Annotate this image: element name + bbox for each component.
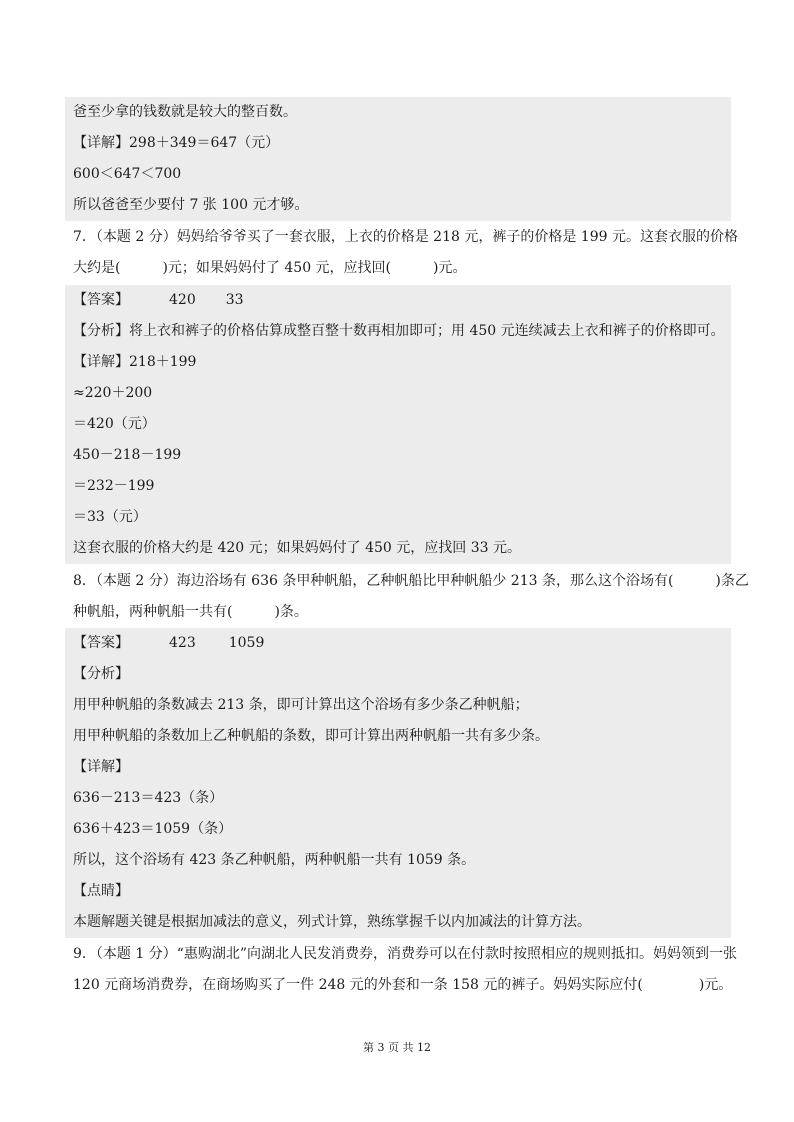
text-line: 所以爸爸至少要付 7 张 100 元才够。 — [65, 190, 731, 221]
question-8-line-2: 种帆船，两种帆船一共有( )条。 — [73, 604, 308, 620]
text-line: ≈220＋200 — [65, 378, 731, 409]
text-line: 450－218－199 — [65, 440, 731, 471]
text-line: 这套衣服的价格大约是 420 元；如果妈妈付了 450 元，应找回 33 元。 — [65, 533, 731, 564]
text-line: 本题解题关键是根据加减法的意义，列式计算，熟练掌握千以内加减法的计算方法。 — [65, 907, 731, 938]
answer-label: 【答案】 — [73, 635, 129, 651]
detail-label: 【详解】 — [65, 752, 731, 783]
question-7-line-1: 7．（本题 2 分）妈妈给爷爷买了一套衣服，上衣的价格是 218 元，裤子的价格是 199 元。这套衣服的价格 — [73, 229, 738, 245]
answer-value: 1059 — [228, 635, 265, 651]
text-line: 爸至少拿的钱数就是较大的整百数。 — [65, 97, 731, 128]
text-line: ＝33（元） — [65, 502, 731, 533]
text-line: 636－213＝423（条） — [65, 783, 731, 814]
text-line: 【详解】218＋199 — [65, 347, 731, 378]
answer-7 — [65, 285, 731, 316]
question-9-line-1: 9．（本题 1 分）“惠购湖北”向湖北人民发消费券，消费券可以在付款时按照相应的规则抵扣。妈妈领到一张 — [73, 946, 738, 962]
answer-label: 【答案】 — [73, 292, 129, 308]
answer-value: 33 — [225, 292, 244, 308]
question-9-line-2: 120 元商场消费券，在商场购买了一件 248 元的外套和一条 158 元的裤子。妈妈实际应付( )元。 — [73, 977, 733, 993]
question-8-line-1: 8．（本题 2 分）海边浴场有 636 条甲种帆船，乙种帆船比甲种帆船少 213 条，那么这个浴场有( )条乙 — [73, 573, 749, 589]
text-line: 【详解】298＋349＝647（元） — [65, 128, 731, 159]
answer-value: 420 — [169, 292, 196, 308]
text-line: 所以，这个浴场有 423 条乙种帆船，两种帆船一共有 1059 条。 — [65, 845, 731, 876]
text-line: 用甲种帆船的条数减去 213 条，即可计算出这个浴场有多少条乙种帆船； — [65, 690, 731, 721]
text-line: ＝232－199 — [65, 471, 731, 502]
answer-8 — [65, 628, 731, 659]
text-line: ＝420（元） — [65, 409, 731, 440]
analysis-label: 【分析】 — [65, 659, 731, 690]
analysis-7: 【分析】将上衣和裤子的价格估算成整百整十数再相加即可；用 450 元连续减去上衣和裤子的价格即可。 — [65, 316, 731, 347]
question-7-line-2: 大约是( )元；如果妈妈付了 450 元，应找回( )元。 — [73, 260, 467, 276]
text-line: 用甲种帆船的条数加上乙种帆船的条数，即可计算出两种帆船一共有多少条。 — [65, 721, 731, 752]
page-footer: 第 3 页 共 12 — [363, 1041, 431, 1054]
text-line: 636＋423＝1059（条） — [65, 814, 731, 845]
comment-label: 【点睛】 — [65, 876, 731, 907]
answer-value: 423 — [169, 635, 196, 651]
text-line: 600＜647＜700 — [65, 159, 731, 190]
